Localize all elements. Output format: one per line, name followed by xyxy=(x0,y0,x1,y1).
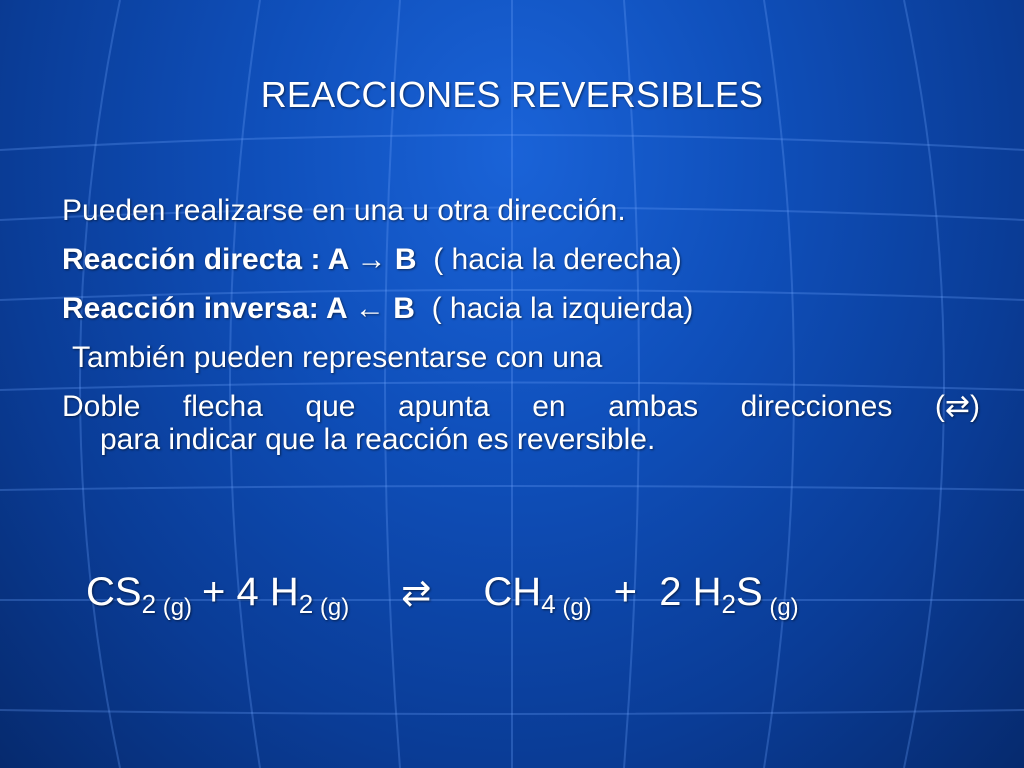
slide-body xyxy=(62,186,982,457)
eq-h-subscript: 2 xyxy=(298,589,314,619)
body-line-6: para indicar que la reacción es reversible. xyxy=(100,423,656,456)
eq-ch-subscript: 4 xyxy=(541,589,556,619)
eq-s: S xyxy=(735,570,763,614)
chemical-equation xyxy=(86,570,799,621)
body-line-1: Pueden realizarse en una u otra dirección. xyxy=(62,194,626,227)
direct-reaction-note: ( hacia la derecha) xyxy=(416,243,682,276)
inverse-reaction-label: Reacción inversa: A ← B xyxy=(62,292,415,325)
word: direcciones xyxy=(740,390,893,423)
eq-plus-2h: + 2 H xyxy=(613,570,722,614)
double-arrow-symbol: (⇄) xyxy=(934,390,980,423)
eq-h2s-state: (g) xyxy=(762,594,799,621)
body-line-inverse xyxy=(62,284,982,333)
word: apunta xyxy=(397,390,490,423)
inverse-reaction-note: ( hacia la izquierda) xyxy=(414,292,694,325)
eq-ch: CH xyxy=(483,570,542,614)
eq-h-state: (g) xyxy=(313,594,350,621)
word: que xyxy=(305,390,356,423)
word: en xyxy=(532,390,566,423)
body-line-4: También pueden representarse con una xyxy=(72,341,603,374)
direct-reaction-label: Reacción directa : A → B xyxy=(62,243,417,276)
eq-cs-subscript: 2 xyxy=(141,589,157,619)
eq-cs-state: (g) xyxy=(156,594,193,621)
word: flecha xyxy=(182,390,263,423)
eq-cs: CS xyxy=(86,570,142,614)
eq-plus-4h: + 4 H xyxy=(202,570,299,614)
word: ambas xyxy=(608,390,699,423)
eq-h2s-subscript: 2 xyxy=(721,589,736,619)
slide-title: REACCIONES REVERSIBLES xyxy=(260,74,764,115)
eq-reversible-arrow: ⇄ xyxy=(401,572,432,613)
eq-ch-state: (g) xyxy=(555,594,592,621)
body-line-direct xyxy=(62,235,982,284)
word: Doble xyxy=(62,390,141,423)
